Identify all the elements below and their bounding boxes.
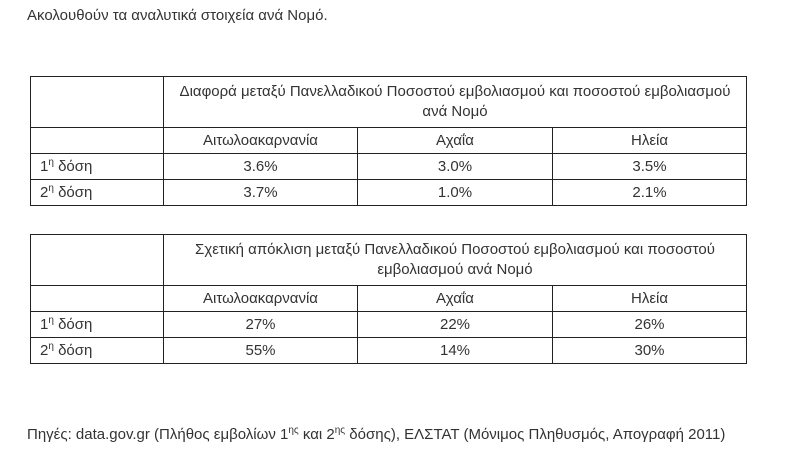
table-title: Σχετική απόκλιση μεταξύ Πανελλαδικού Ποσοστού εμβολιασμού και ποσοστού εμβολιασμού ανά Νομό [164, 235, 747, 286]
table-cell: 3.0% [358, 154, 553, 180]
table-cell: 2.1% [553, 180, 747, 206]
row-label-dose-2: $2^\eta$ δόση [31, 180, 164, 206]
table-header-row [31, 286, 747, 312]
table-row [31, 312, 747, 338]
table-cell: 3.7% [164, 180, 358, 206]
column-header-ilia: Ηλεία [553, 128, 747, 154]
table-cell: 1.0% [358, 180, 553, 206]
table-cell: 55% [164, 338, 358, 364]
table-cell: 26% [553, 312, 747, 338]
table-cell: 27% [164, 312, 358, 338]
corner-cell [31, 77, 164, 128]
table-title-row [31, 77, 747, 128]
source-note: Πηγές: data.gov.gr (Πλήθος εμβολίων $1^{\eta\varsigma}$ και $2^{\eta\varsigma}$ δόσης), ΕΛΣΤΑΤ (Μόνιμος Πληθυσμός, Απογραφή 2011) [27, 425, 726, 443]
table-cell: 14% [358, 338, 553, 364]
vaccination-difference-table [30, 76, 747, 206]
relative-deviation-table [30, 234, 747, 364]
table-cell: 22% [358, 312, 553, 338]
table-title-row [31, 235, 747, 286]
corner-cell [31, 235, 164, 286]
table-cell: 3.6% [164, 154, 358, 180]
corner-cell [31, 286, 164, 312]
intro-text: Ακολουθούν τα αναλυτικά στοιχεία ανά Νομό. [27, 7, 328, 24]
column-header-achaia: Αχαΐα [358, 286, 553, 312]
column-header-aitoloakarnania: Αιτωλοακαρνανία [164, 128, 358, 154]
table-cell: 30% [553, 338, 747, 364]
column-header-achaia: Αχαΐα [358, 128, 553, 154]
table-row [31, 154, 747, 180]
row-label-dose-1: $1^\eta$ δόση [31, 154, 164, 180]
column-header-ilia: Ηλεία [553, 286, 747, 312]
table-row [31, 180, 747, 206]
row-label-dose-2: $2^\eta$ δόση [31, 338, 164, 364]
table-header-row [31, 128, 747, 154]
corner-cell [31, 128, 164, 154]
table-cell: 3.5% [553, 154, 747, 180]
table-title: Διαφορά μεταξύ Πανελλαδικού Ποσοστού εμβολιασμού και ποσοστού εμβολιασμού ανά Νομό [164, 77, 747, 128]
column-header-aitoloakarnania: Αιτωλοακαρνανία [164, 286, 358, 312]
row-label-dose-1: $1^\eta$ δόση [31, 312, 164, 338]
table-row [31, 338, 747, 364]
